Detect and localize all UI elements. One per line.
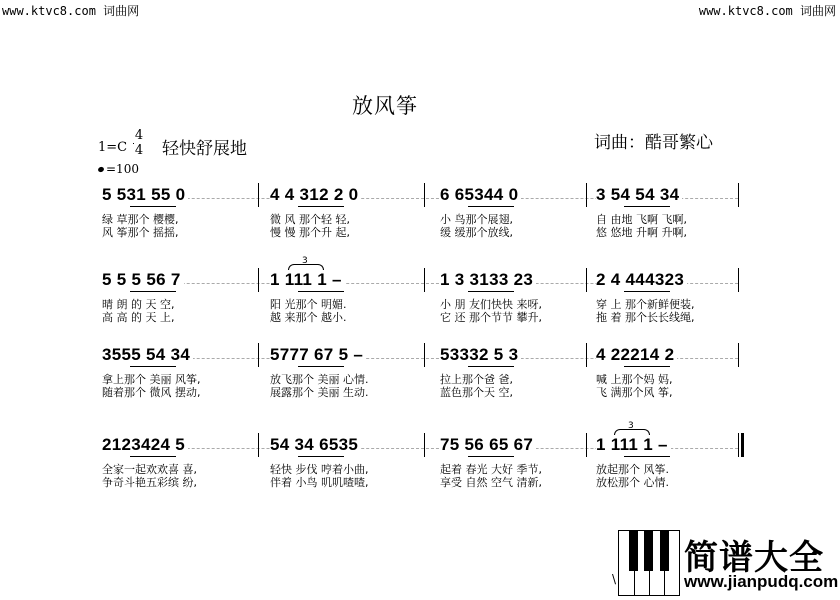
lyric-line: 放飞那个 美丽 心情. — [270, 373, 369, 386]
lyricist-composer: 词曲：酷哥繁心 — [594, 133, 713, 153]
lyric-line: 小 鸟那个展翅, — [440, 213, 513, 226]
measure-notes: 1 111 1 – — [270, 270, 345, 290]
lyric-line: 蓝色那个天 空, — [440, 386, 513, 399]
barline — [258, 343, 259, 367]
measure-notes: 2123424 5 — [102, 435, 188, 455]
lyric-line: 展露那个 美丽 生动. — [270, 386, 369, 399]
triplet-mark: 3 — [628, 421, 634, 431]
measure-notes: 75 56 65 67 — [440, 435, 536, 455]
barline — [738, 268, 739, 292]
lyric-line: 随着那个 微风 摆动, — [102, 386, 201, 399]
lyric-line: 自 由地 飞啊 飞啊, — [596, 213, 687, 226]
lyric-line: 起着 春光 大好 季节, — [440, 463, 542, 476]
logo-url: www.jianpudq.com — [684, 572, 839, 591]
barline — [424, 268, 425, 292]
measure-notes: 4 22214 2 — [596, 345, 677, 365]
lyric-line: 穿 上 那个新鲜便装, — [596, 298, 695, 311]
barline — [424, 433, 425, 457]
barline — [424, 343, 425, 367]
lyric-line: 越 来那个 越小. — [270, 311, 347, 324]
lyric-line: 拉上那个爸 爸, — [440, 373, 513, 386]
lyric-line: 绿 草那个 樱樱, — [102, 213, 179, 226]
barline — [258, 268, 259, 292]
final-barline — [741, 433, 744, 457]
barline — [586, 183, 587, 207]
corner-mark: \ — [612, 572, 617, 586]
song-title: 放风筝 — [352, 94, 418, 118]
measure-notes: 6 65344 0 — [440, 185, 521, 205]
key-signature: 1=C — [98, 140, 128, 155]
barline — [586, 268, 587, 292]
lyric-line: 拿上那个 美丽 风筝, — [102, 373, 201, 386]
lyric-line: 伴着 小鸟 叽叽喳喳, — [270, 476, 369, 489]
measure-notes: 1 111 1 – — [596, 435, 671, 455]
measure-notes: 53332 5 3 — [440, 345, 521, 365]
lyric-line: 争奇斗艳五彩缤 纷, — [102, 476, 197, 489]
measure-notes: 5 5 5 56 7 — [102, 270, 184, 290]
tempo-marking: 轻快舒展地 — [162, 139, 247, 159]
lyric-line: 轻快 步伐 哼着小曲, — [270, 463, 369, 476]
logo-title: 简谱大全 — [684, 538, 824, 578]
measure-notes: 2 4 444323 — [596, 270, 687, 290]
lyric-line: 拖 着 那个长长线绳, — [596, 311, 695, 324]
lyric-line: 享受 自然 空气 清新, — [440, 476, 542, 489]
barline — [258, 183, 259, 207]
bpm-value: =100 — [106, 162, 139, 176]
barline — [586, 343, 587, 367]
lyric-line: 高 高 的 天 上, — [102, 311, 175, 324]
measure-notes: 5 531 55 0 — [102, 185, 188, 205]
time-signature — [132, 128, 146, 158]
site-watermark-right: www.ktvc8.com 词曲网 — [698, 4, 836, 18]
measure-notes: 3555 54 34 — [102, 345, 193, 365]
lyric-line: 缓 缓那个放线, — [440, 226, 513, 239]
barline — [738, 433, 739, 457]
lyric-line: 阳 光那个 明媚. — [270, 298, 347, 311]
measure-notes: 5777 67 5 – — [270, 345, 366, 365]
measure-notes: 54 34 6535 — [270, 435, 361, 455]
lyric-line: 小 朋 友们快快 来呀, — [440, 298, 542, 311]
lyric-line: 放松那个 心情. — [596, 476, 669, 489]
time-top: 4 — [134, 128, 144, 143]
lyric-line: 悠 悠地 升啊 升啊, — [596, 226, 687, 239]
measure-notes: 1 3 3133 23 — [440, 270, 536, 290]
quarter-note-icon — [97, 166, 104, 173]
barline — [586, 433, 587, 457]
barline — [424, 183, 425, 207]
metronome-mark — [98, 162, 139, 176]
lyric-line: 它 还 那个节节 攀升, — [440, 311, 542, 324]
measure-notes: 3 54 54 34 — [596, 185, 682, 205]
barline — [258, 433, 259, 457]
barline — [738, 343, 739, 367]
piano-keys-icon — [618, 530, 680, 596]
site-watermark-left: www.ktvc8.com 词曲网 — [2, 4, 140, 18]
triplet-mark: 3 — [302, 256, 308, 266]
lyric-line: 风 筝那个 摇摇, — [102, 226, 179, 239]
barline — [738, 183, 739, 207]
lyric-line: 慢 慢 那个升 起, — [270, 226, 350, 239]
measure-notes: 4 4 312 2 0 — [270, 185, 361, 205]
lyric-line: 全家一起欢欢喜 喜, — [102, 463, 197, 476]
lyric-line: 微 风 那个轻 轻, — [270, 213, 350, 226]
lyric-line: 喊 上那个妈 妈, — [596, 373, 673, 386]
jianpu-logo — [618, 528, 838, 598]
time-bottom: 4 — [134, 143, 144, 158]
lyric-line: 晴 朗 的 天 空, — [102, 298, 175, 311]
lyric-line: 放起那个 风筝. — [596, 463, 669, 476]
lyric-line: 飞 满那个风 筝, — [596, 386, 673, 399]
